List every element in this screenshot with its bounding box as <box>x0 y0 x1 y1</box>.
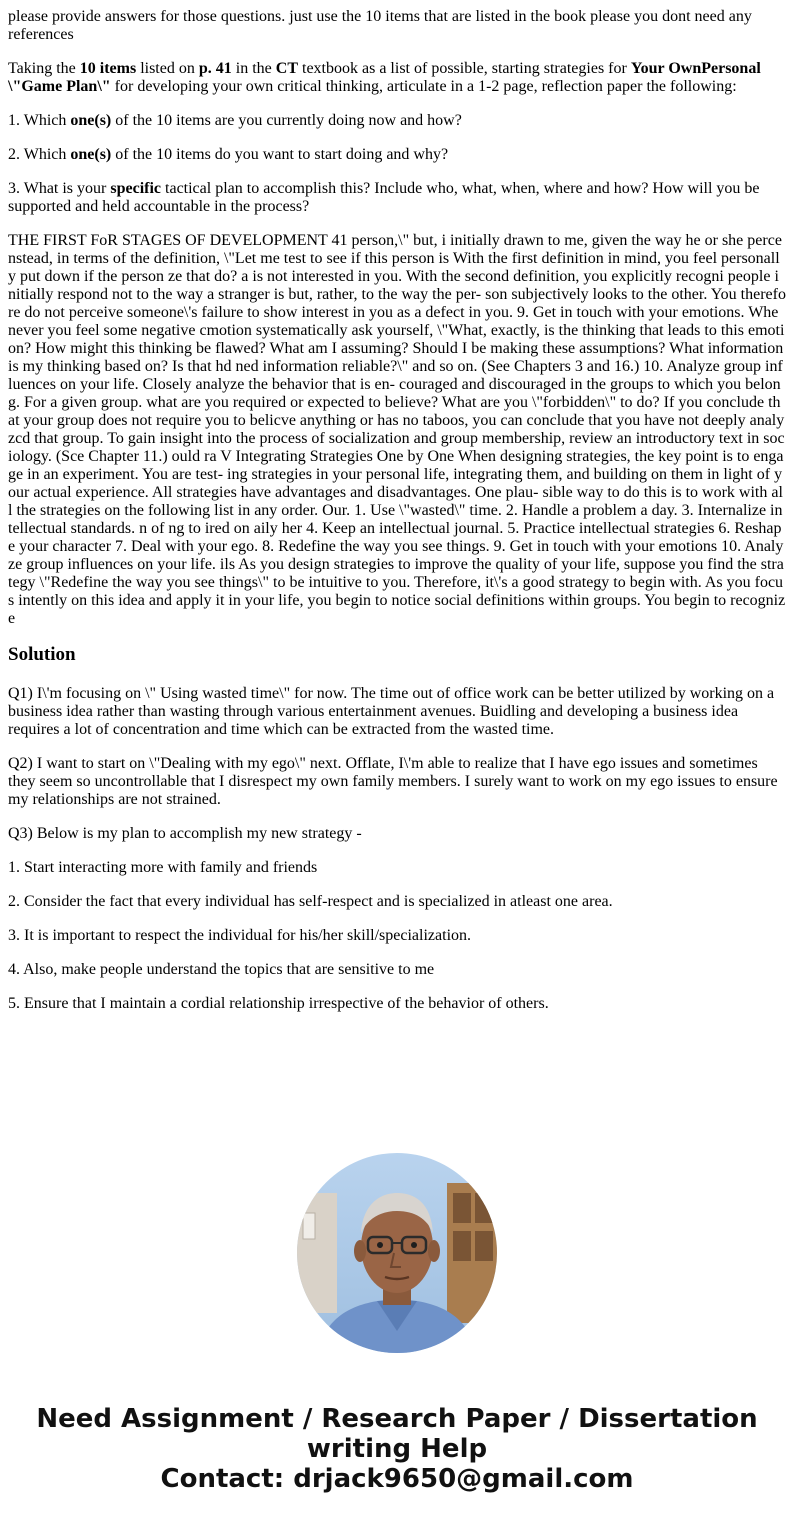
author-photo <box>297 1153 497 1353</box>
plan-item: 1. Start interacting more with family and friends <box>8 859 318 876</box>
answer-q3-intro: Q3) Below is my plan to accomplish my new strategy - <box>8 825 362 842</box>
document-body <box>8 8 786 1029</box>
contact-line[interactable]: Contact: drjack9650@gmail.com <box>160 1464 634 1494</box>
plan-item: 5. Ensure that I maintain a cordial relationship irrespective of the behavior of others. <box>8 995 549 1012</box>
banner-line: Need Assignment / Research Paper / Dissertation <box>36 1404 758 1434</box>
answer-q1: Q1) I\'m focusing on \" Using wasted time\" for now. The time out of office work can be better utilized by working on a business idea rather than wasting through various entertainment avenues. Buidling and developing a business idea requires a lot of concentration and time which can be extracted from the wasted time. <box>8 685 775 738</box>
solution-heading: Solution <box>8 644 76 665</box>
plan-item: 2. Consider the fact that every individual has self-respect and is specialized in atleast one area. <box>8 893 613 910</box>
answer-q2: Q2) I want to start on \"Dealing with my ego\" next. Offlate, I\'m able to realize that I have ego issues and sometimes they seem so uncontrollable that I disrespect my own family members. I surely want to work on my ego issues to ensure my relationships are not strained. <box>8 755 778 808</box>
question-intro: please provide answers for those questions. just use the 10 items that are listed in the book please you dont need any references <box>8 8 752 43</box>
textbook-excerpt: THE FIRST FoR STAGES OF DEVELOPMENT 41 person,\" but, i initially drawn to me, given the way he or she perce nstead, in terms of the definition, \"Let me test to see if this person is With the first definition in mind, you feel personally put down if the person ze that do? a is not interested in you. With the second definition, you explicitly recogni people initially respond not to the way a stranger is but, rather, to the way the per- son subjectively looks to the other. You therefore do not perceive someone\'s failure to show interest in you as a defect in you. 9. Get in touch with your emotions. Whenever you feel some negative cmotion systematically ask yourself, \"What, exactly, is the thinking that leads to this emotion? How might this thinking be flawed? What am I assuming? Should I be making these assumptions? What information is my thinking based on? Is that hd ned information reliable?\" and so on. (See Chapters 3 and 16.) 10. Analyze group influences on your life. Closely analyze the behavior that is en- couraged and discouraged in the groups to which you belong. For a given group. what are you required or expected to believe? What are you \"forbidden\" to do? If you conclude that your group does not require you to belicve anything or has no taboos, you can conclude that you have not deeply analyzcd that group. To gain insight into the process of socialization and group membership, review an introductory text in sociology. (Sce Chapter 11.) ould ra V Integrating Strategies One by One When designing strategies, the key point is to engage in an experiment. You are test- ing strategies in your personal life, integrating them, and building on them in light of your actual experience. All strategies have advantages and disadvantages. One plau- sible way to do this is to work with all the strategies on the following list in any order. Our. 1. Use \"wasted\" time. 2. Handle a problem a day. 3. Internalize intellectual standards. n of ng to ired on aily her 4. Keep an intellectual journal. 5. Practice intellectual strategies 6. Reshape your character 7. Deal with your ego. 8. Redefine the way you see things. 9. Get in touch with your emotions 10. Analyze group influences on your life. ils As you design strategies to improve the quality of your life, suppose you find the strategy \"Redefine the way you see things\" to be intuitive to you. Therefore, it\'s a good strategy to begin with. As you focus intently on this idea and apply it in your life, you begin to notice social definitions within groups. You begin to recognize <box>8 232 786 627</box>
banner-line: writing Help <box>306 1434 488 1464</box>
help-banner <box>0 1404 794 1494</box>
question-1: 1. Which one(s) of the 10 items are you currently doing now and how? <box>8 112 462 129</box>
plan-item: 3. It is important to respect the individual for his/her skill/specialization. <box>8 927 472 944</box>
portrait-image <box>297 1153 497 1353</box>
question-3: 3. What is your specific tactical plan to accomplish this? Include who, what, when, where and how? How will you be supported and held accountable in the process? <box>8 180 760 215</box>
question-instructions: Taking the 10 items listed on p. 41 in the CT textbook as a list of possible, starting strategies for Your OwnPersonal \"Game Plan\" for developing your own critical thinking, articulate in a 1-2 page, reflection paper the following: <box>8 60 761 95</box>
plan-item: 4. Also, make people understand the topics that are sensitive to me <box>8 961 435 978</box>
question-2: 2. Which one(s) of the 10 items do you want to start doing and why? <box>8 146 449 163</box>
